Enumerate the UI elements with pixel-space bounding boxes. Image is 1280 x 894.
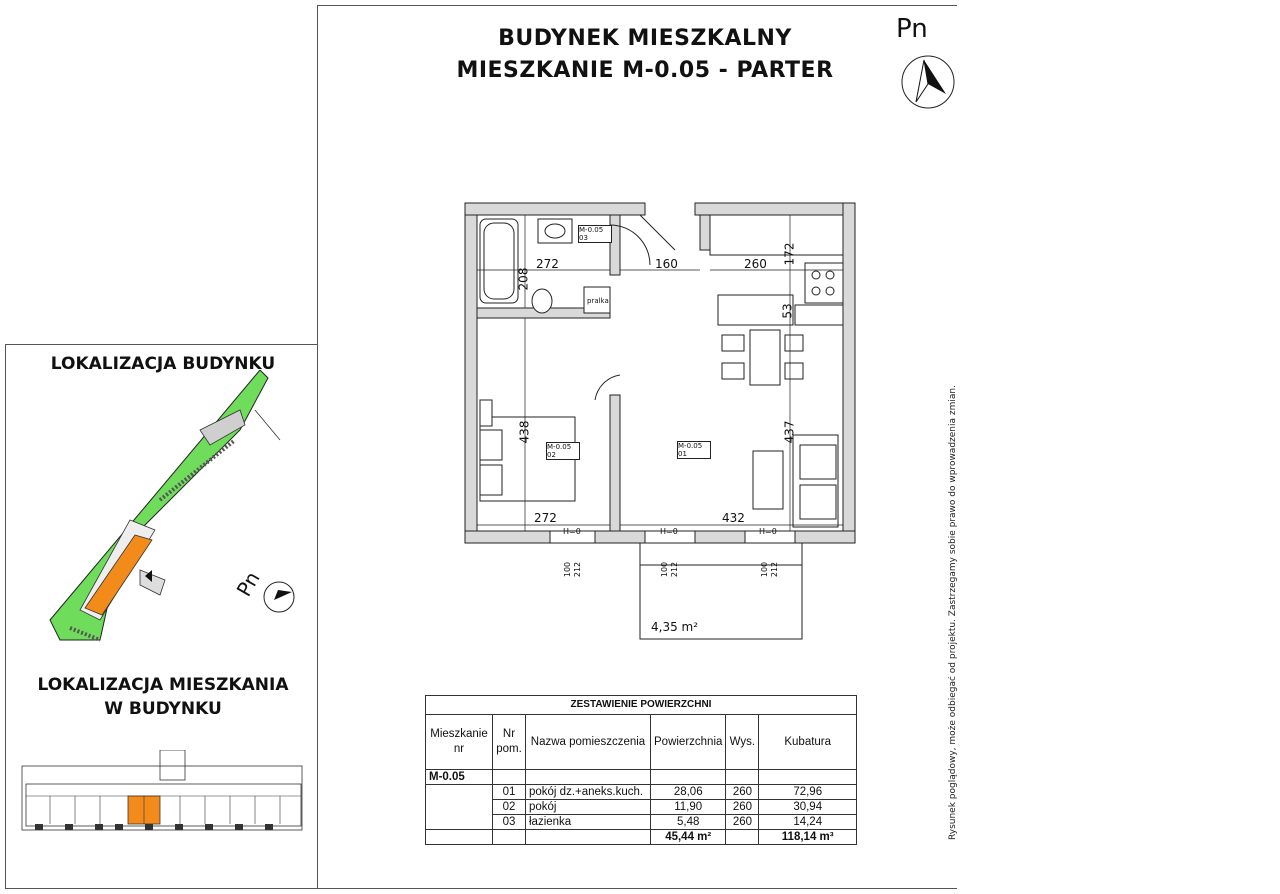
window-1-dim-a: 100 xyxy=(563,561,573,578)
row2-area: 11,90 xyxy=(651,800,726,815)
window-sill-2: H=0 xyxy=(660,527,678,536)
page-title-line1: BUDYNEK MIESZKALNY xyxy=(498,26,792,51)
row2-name: pokój xyxy=(526,800,651,815)
site-north-arrow-icon xyxy=(262,580,296,614)
window-sill-1: H=0 xyxy=(563,527,581,536)
dim-bath-depth: 208 xyxy=(516,267,531,291)
window-1-dim-b: 212 xyxy=(573,561,583,578)
dim-bedroom-width: 272 xyxy=(534,511,557,525)
room-tag-02-num: 02 xyxy=(547,451,556,459)
row1-volume: 72,96 xyxy=(759,785,857,800)
left-panel-left-line xyxy=(5,344,6,889)
row1-name: pokój dz.+aneks.kuch. xyxy=(526,785,651,800)
row3-height: 260 xyxy=(726,815,759,830)
room-tag-03-code: M-0.05 xyxy=(579,226,604,234)
left-panel-top-line xyxy=(5,344,317,345)
side-note xyxy=(946,380,966,840)
dim-bath-width: 272 xyxy=(536,257,559,271)
room-tag-03-num: 03 xyxy=(579,234,588,242)
north-arrow-icon xyxy=(900,54,958,112)
row2-volume: 30,94 xyxy=(759,800,857,815)
building-location-title: LOKALIZACJA BUDYNKU xyxy=(50,354,276,374)
apartment-id: M-0.05 xyxy=(426,770,493,785)
building-floor-map xyxy=(20,750,310,835)
dim-bedroom-depth: 438 xyxy=(517,420,532,444)
page-title-line2: MIESZKANIE M-0.05 - PARTER xyxy=(456,58,834,83)
room-tag-03 xyxy=(578,225,612,243)
dim-kitchen-depth: 172 xyxy=(782,242,797,266)
col-room-name: Nazwa pomieszczenia xyxy=(526,715,651,770)
room-tag-02 xyxy=(546,442,580,460)
site-plan-map xyxy=(40,370,290,650)
row2-height: 260 xyxy=(726,800,759,815)
row3-area: 5,48 xyxy=(651,815,726,830)
col-apartment: Mieszkanie nr xyxy=(426,715,493,770)
site-north-label: Pn xyxy=(231,567,265,601)
total-area: 45,44 m² xyxy=(651,830,726,845)
dim-living-width: 432 xyxy=(722,511,745,525)
col-height: Wys. xyxy=(726,715,759,770)
row3-no: 03 xyxy=(493,815,526,830)
frame-bottom-line xyxy=(5,888,957,889)
window-3-dim-a: 100 xyxy=(760,561,770,578)
col-volume: Kubatura xyxy=(759,715,857,770)
dim-living-depth: 437 xyxy=(782,420,797,444)
frame-divider-vertical xyxy=(317,5,318,889)
row2-no: 02 xyxy=(493,800,526,815)
dim-counter-depth: 53 xyxy=(780,303,795,319)
apartment-location-title-2: W BUDYNKU xyxy=(104,699,222,719)
dim-kitchen-width: 260 xyxy=(744,257,767,271)
col-room-no: Nr pom. xyxy=(493,715,526,770)
washer-label: pralka xyxy=(587,297,609,305)
table-total-row xyxy=(426,830,857,845)
window-3-dim-b: 212 xyxy=(770,561,780,578)
room-tag-01-num: 01 xyxy=(678,450,687,458)
window-2-dim-a: 100 xyxy=(660,561,670,578)
window-sill-3: H=0 xyxy=(759,527,777,536)
room-tag-01 xyxy=(677,441,711,459)
dim-hall-width: 160 xyxy=(655,257,678,271)
row1-no: 01 xyxy=(493,785,526,800)
frame-top-line xyxy=(317,5,957,6)
side-note-text: Rysunek poglądowy, może odbiegać od projektu. Zastrzegamy sobie prawo do wprowadzenia zmian. xyxy=(948,385,958,840)
row3-name: łazienka xyxy=(526,815,651,830)
balcony-area: 4,35 m² xyxy=(651,620,699,634)
row3-volume: 14,24 xyxy=(759,815,857,830)
room-tag-02-code: M-0.05 xyxy=(547,443,572,451)
row1-area: 28,06 xyxy=(651,785,726,800)
north-label: Pn xyxy=(896,14,928,44)
room-tag-01-code: M-0.05 xyxy=(678,442,703,450)
total-volume: 118,14 m³ xyxy=(759,830,857,845)
areas-table xyxy=(425,695,857,845)
table-caption: ZESTAWIENIE POWIERZCHNI xyxy=(426,696,857,715)
table-row xyxy=(426,770,857,785)
table-row xyxy=(426,785,857,800)
apartment-location-title-1: LOKALIZACJA MIESZKANIA xyxy=(37,675,289,695)
row1-height: 260 xyxy=(726,785,759,800)
window-2-dim-b: 212 xyxy=(670,561,680,578)
col-area: Powierzchnia xyxy=(651,715,726,770)
